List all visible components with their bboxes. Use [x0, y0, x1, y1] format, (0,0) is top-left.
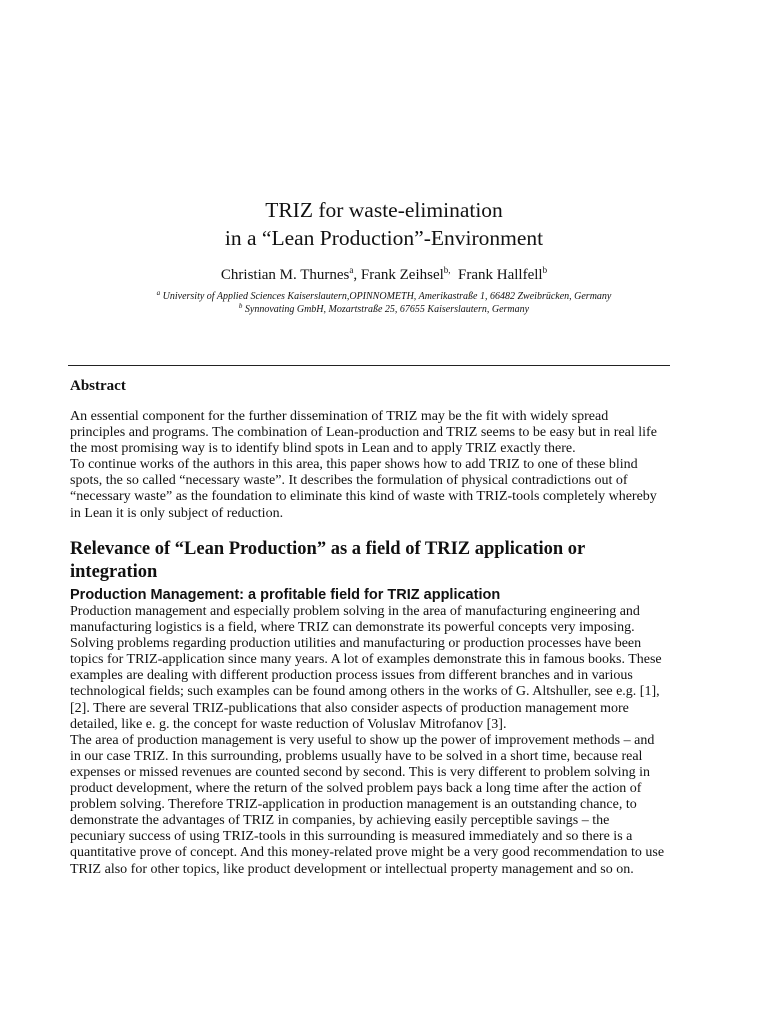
author-name: Frank Zeihsel: [360, 267, 444, 283]
horizontal-rule: [68, 365, 670, 366]
text-line: spots, the so called “necessary waste”. It describes the formulation of physical contradictions out of: [70, 473, 628, 489]
subsection-heading: Production Management: a profitable field for TRIZ application: [70, 587, 501, 603]
affiliation-mark: a: [349, 265, 354, 275]
author-name: Christian M. Thurnes: [220, 267, 350, 283]
title-line-1: TRIZ for waste-elimination: [265, 198, 503, 222]
section-heading-line-1: Relevance of “Lean Production” as a field of TRIZ application or: [70, 539, 586, 559]
text-line: demonstrate the advantages of TRIZ in companies, by achieving easily perceptible savings – the: [70, 813, 610, 829]
author-separator: [451, 267, 459, 283]
text-line: problem solving. Therefore TRIZ-application in production management is an outstanding chance, to: [70, 797, 637, 813]
affiliation-mark: b: [542, 265, 548, 275]
affiliation-text: Synnovating GmbH, Mozartstraße 25, 67655 Kaiserslautern, Germany: [242, 304, 530, 315]
text-line: TRIZ also for other topics, like product development or intellectual property management and so on.: [70, 861, 634, 877]
text-line: topics for TRIZ-application since many years. A lot of examples demonstrate this in famous books. These: [70, 652, 662, 668]
affiliation-text: University of Applied Sciences Kaiserslautern,OPINNOMETH, Amerikastraße 1, 66482 Zweibrücken, Germany: [160, 291, 612, 302]
affiliation-mark: b: [238, 302, 243, 310]
text-line: Production management and especially problem solving in the area of manufacturing engineering and: [70, 604, 640, 619]
text-line: quantitative prove of concept. And this money-related prove might be a very good recommendation to use: [70, 845, 665, 861]
text-line: An essential component for the further dissemination of TRIZ may be the fit with widely spread: [70, 409, 609, 424]
text-line: principles and programs. The combination of Lean-production and TRIZ seems to be easy but in real life: [70, 425, 657, 441]
paper-title: [0, 196, 768, 252]
section-heading-line-2: integration: [70, 562, 158, 582]
text-line: Solving problems regarding production utilities and manufacturing or production processes have been: [70, 636, 642, 652]
author-name: Frank Hallfell: [458, 267, 543, 283]
section-heading: [70, 538, 585, 584]
abstract-heading: Abstract: [70, 378, 126, 394]
text-line: product development, where the return of the solved problem pays back a long time after the action of: [70, 781, 642, 797]
text-line: manufacturing logistics is a field, where TRIZ can demonstrate its powerful concepts very imposing.: [70, 620, 635, 636]
affiliation-mark: b,: [443, 265, 451, 275]
text-line: The area of production management is very useful to show up the power of improvement methods – and: [70, 732, 655, 748]
text-line: detailed, like e. g. the concept for waste reduction of Voluslav Mitrofanov [3].: [70, 716, 507, 732]
author-list: [0, 265, 768, 285]
text-line: examples are dealing with different production process issues from different branches and in various: [70, 668, 633, 684]
affiliation-b: [0, 303, 768, 316]
affiliation-mark: a: [156, 289, 161, 297]
text-line: “necessary waste” as the foundation to eliminate this kind of waste with TRIZ-tools completely whereby: [70, 489, 657, 505]
text-line: pecuniary success of using TRIZ-tools in this surrounding is measured immediately and so there is a: [70, 829, 633, 845]
text-line: the most promising way is to identify blind spots in Lean and to apply TRIZ exactly there.: [70, 441, 576, 457]
affiliation-a: [0, 290, 768, 303]
text-line: technological fields; such examples can be found among others in the works of G. Altshuller, see e.g. [1],: [70, 684, 660, 700]
text-line: [2]. There are several TRIZ-publications that also consider aspects of production management more: [70, 700, 629, 716]
abstract-body: [70, 409, 680, 522]
text-line: expenses or missed revenues are counted second by second. This is very different to problem solving in: [70, 764, 650, 780]
text-line: in our case TRIZ. In this surrounding, problems usually have to be solved in a short time, because real: [70, 748, 643, 764]
text-line: in Lean it is only subject of reduction.: [70, 505, 284, 521]
title-line-2: in a “Lean Production”-Environment: [224, 226, 544, 250]
text-line: To continue works of the authors in this area, this paper shows how to add TRIZ to one of these blind: [70, 457, 638, 473]
section-body: [70, 604, 680, 878]
author-separator: ,: [353, 267, 361, 283]
